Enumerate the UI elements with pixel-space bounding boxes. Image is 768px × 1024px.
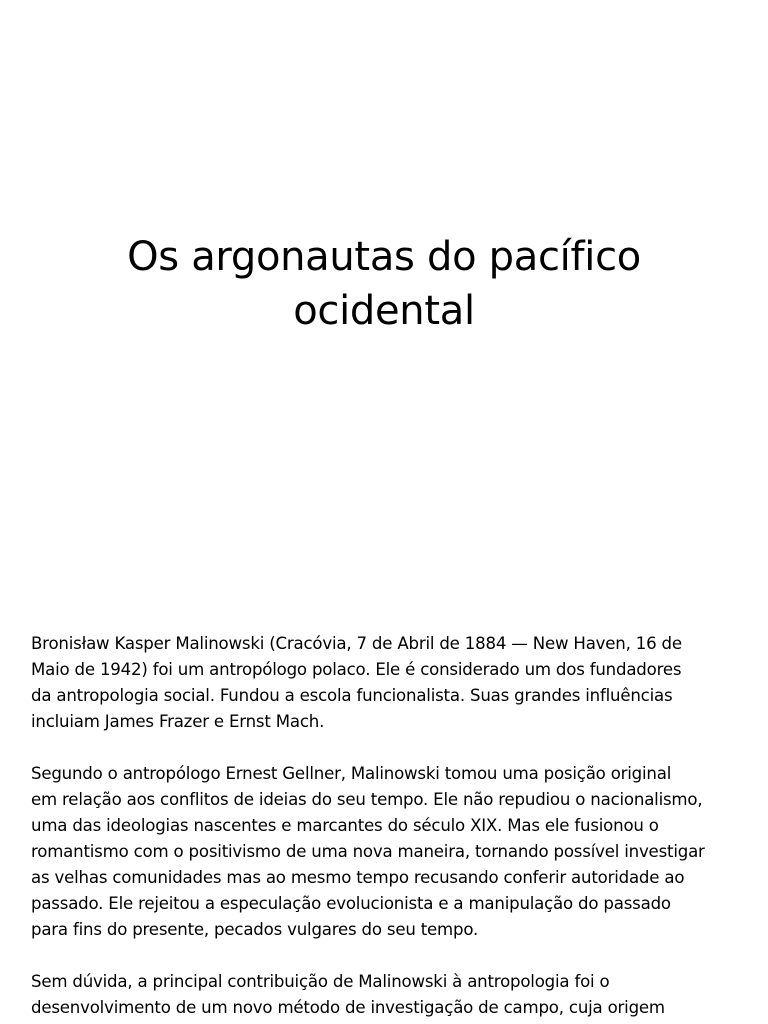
slide-title-line-1: Os argonautas do pacífico [127, 234, 641, 280]
text-line: uma das ideologias nascentes e marcantes do século XIX. Mas ele fusionou o [31, 816, 659, 835]
text-line: Sem dúvida, a principal contribuição de Malinowski à antropologia foi o [31, 972, 610, 991]
slide-title-line-2: ocidental [293, 288, 475, 334]
slide-title [0, 230, 768, 338]
text-line: as velhas comunidades mas ao mesmo tempo recusando conferir autoridade ao [31, 868, 685, 887]
slide-body-text [31, 631, 751, 1024]
text-line: Segundo o antropólogo Ernest Gellner, Malinowski tomou uma posição original [31, 764, 672, 783]
text-line: Maio de 1942) foi um antropólogo polaco. Ele é considerado um dos fundadores [31, 660, 682, 679]
paragraph-biography [31, 631, 751, 735]
paragraph-gellner [31, 761, 751, 943]
text-line: passado. Ele rejeitou a especulação evolucionista e a manipulação do passado [31, 894, 671, 913]
text-line: em relação aos conflitos de ideias do seu tempo. Ele não repudiou o nacionalismo, [31, 790, 703, 809]
text-line: romantismo com o positivismo de uma nova maneira, tornando possível investigar [31, 842, 705, 861]
text-line: Bronisław Kasper Malinowski (Cracóvia, 7 de Abril de 1884 — New Haven, 16 de [31, 634, 682, 653]
text-line: incluiam James Frazer e Ernst Mach. [31, 712, 325, 731]
paragraph-contribution [31, 969, 751, 1021]
text-line: da antropologia social. Fundou a escola funcionalista. Suas grandes influências [31, 686, 673, 705]
text-line: desenvolvimento de um novo método de investigação de campo, cuja origem [31, 998, 665, 1017]
text-line: para fins do presente, pecados vulgares do seu tempo. [31, 920, 479, 939]
